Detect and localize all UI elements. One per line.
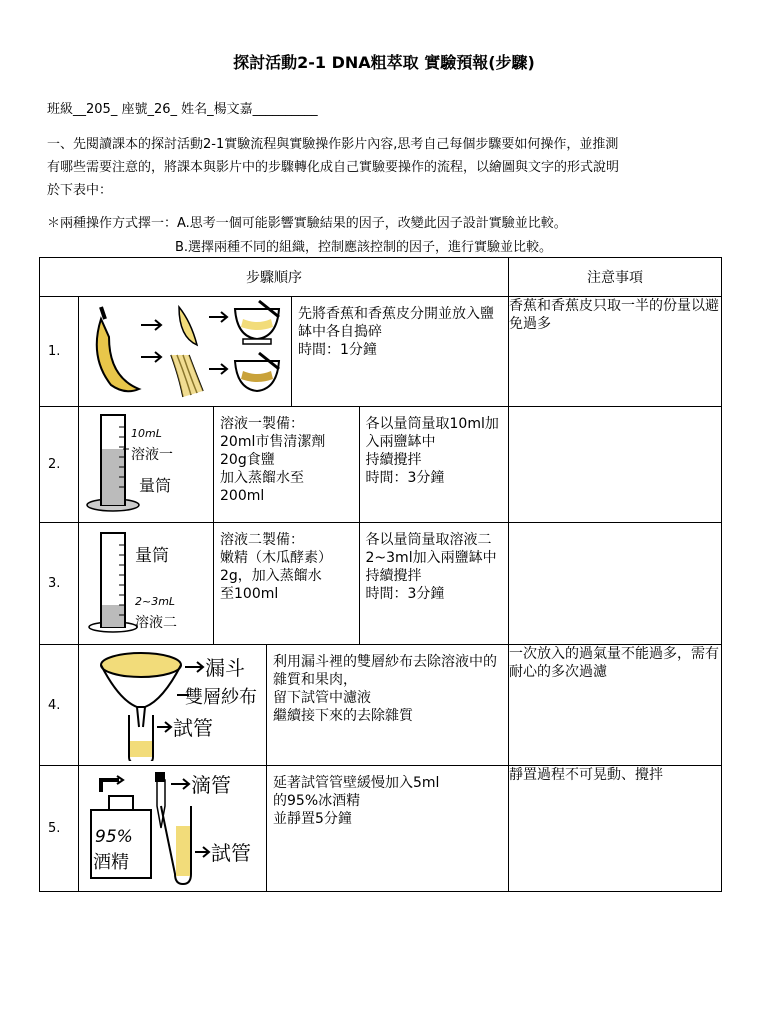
intro-line-2: 有哪些需要注意的，將課本與影片中的步驟轉化成自己實驗要操作的流程，以繪圖與文字的形式說明: [47, 160, 620, 175]
page-title: 探討活動2-1 DNA粗萃取 實驗預報(步驟): [233, 53, 535, 72]
intro-line-1: 一、先閱讀課本的探討活動2-1實驗流程與實驗操作影片內容,思考自己每個步驟要如何操作，並推測: [47, 137, 619, 152]
banana-drawing: [79, 297, 292, 406]
procedure-table: [39, 257, 722, 892]
table-row: [40, 766, 722, 892]
step-text-b: 各以量筒量取溶液二2~3ml加入兩鹽缽中持續攪拌 時間：3分鐘: [365, 532, 497, 602]
instructions: [47, 133, 722, 202]
alcohol-drawing: [79, 766, 267, 891]
step-text-a: 溶液一製備： 20ml市售清潔劑 20g食鹽 加入蒸餾水至 200ml: [214, 407, 360, 522]
label-cylinder: 量筒: [135, 546, 169, 566]
label-funnel: 漏斗: [205, 656, 245, 680]
label-solution-two: 溶液二: [135, 615, 177, 631]
student-info: 班級__205_ 座號_26_ 姓名_楊文嘉__________: [47, 102, 318, 117]
step-note: 靜置過程不可晃動、攪拌: [509, 766, 722, 892]
label-10ml: 10mL: [131, 427, 162, 440]
header-notes: 注意事項: [509, 258, 722, 297]
label-95-percent: 95%: [95, 827, 133, 847]
table-row: [40, 407, 722, 523]
step-text: 利用漏斗裡的雙層紗布去除溶液中的雜質和果肉， 留下試管中濾液 繼續接下來的去除雜質: [273, 654, 497, 724]
header-steps: 步驟順序: [40, 258, 509, 297]
label-test-tube: 試管: [173, 716, 213, 740]
label-alcohol: 酒精: [93, 852, 129, 873]
step-text-b: 各以量筒量取10ml加入兩鹽缽中 持續攪拌 時間：3分鐘: [365, 416, 499, 486]
option-a: ＊兩種操作方式擇一：A.思考一個可能影響實驗結果的因子，改變此因子設計實驗並比較。: [47, 216, 567, 231]
option-b: B.選擇兩種不同的組織，控制應該控制的因子，進行實驗並比較。: [175, 240, 553, 255]
intro-line-3: 於下表中：: [47, 183, 113, 198]
step-number: 2.: [40, 407, 79, 523]
step-note: [509, 523, 722, 645]
label-dropper: 滴管: [191, 773, 231, 797]
step-text-a: 溶液二製備： 嫩精（木瓜酵素） 2g，加入蒸餾水 至100ml: [214, 523, 360, 644]
step-note: 香蕉和香蕉皮只取一半的份量以避免過多: [509, 297, 722, 407]
label-cylinder: 量筒: [139, 476, 172, 495]
label-2-3ml: 2~3mL: [135, 595, 176, 608]
table-row: [40, 645, 722, 766]
table-row: [40, 523, 722, 645]
step-number: 5.: [40, 766, 79, 892]
cylinder-drawing: [79, 523, 214, 644]
step-note: 一次放入的過氣量不能過多，需有耐心的多次過濾: [509, 645, 722, 766]
step-number: 4.: [40, 645, 79, 766]
cylinder-drawing: [79, 407, 214, 522]
step-text: 先將香蕉和香蕉皮分開並放入鹽缽中各自搗碎 時間：1分鐘: [298, 306, 494, 358]
step-text: 延著試管管壁緩慢加入5ml 的95%冰酒精 並靜置5分鐘: [273, 775, 440, 827]
step-number: 3.: [40, 523, 79, 645]
label-gauze: 雙層紗布: [185, 687, 257, 708]
label-solution-one: 溶液一: [131, 447, 173, 463]
funnel-drawing: [79, 645, 267, 765]
label-test-tube: 試管: [211, 841, 251, 865]
table-row: [40, 297, 722, 407]
step-note: [509, 407, 722, 523]
step-number: 1.: [40, 297, 79, 407]
